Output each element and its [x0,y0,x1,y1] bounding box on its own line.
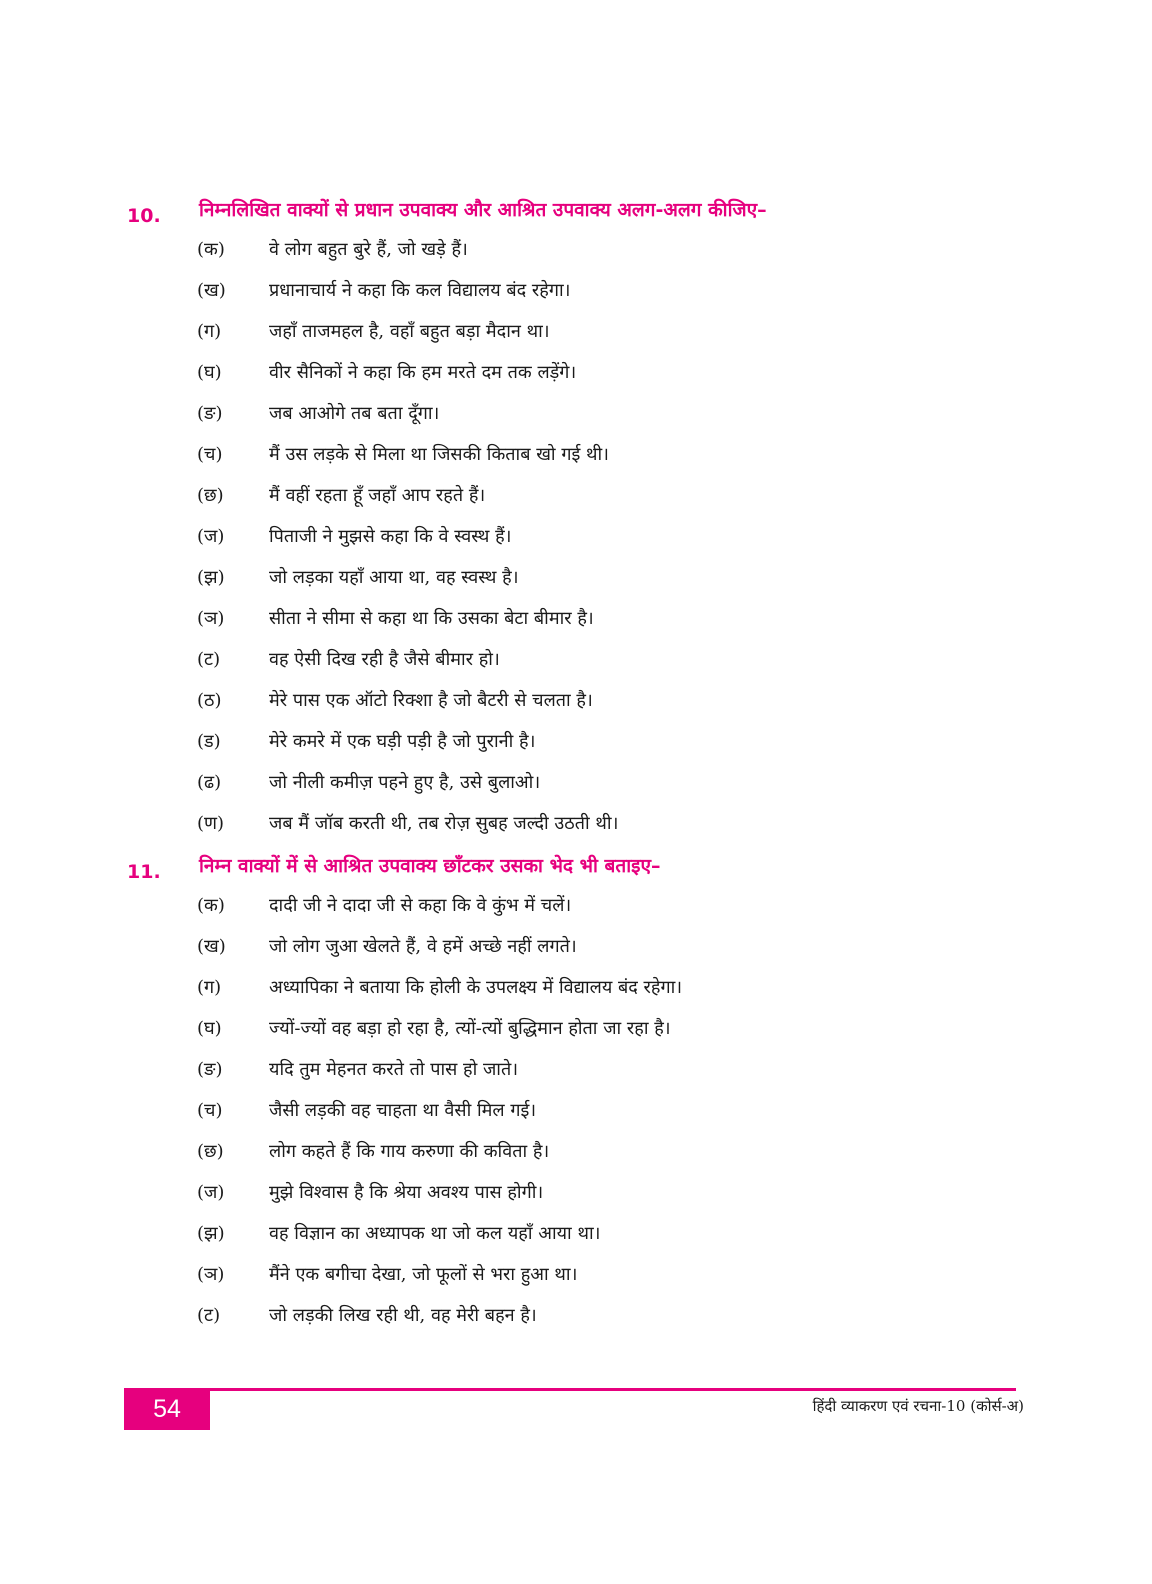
list-item [127,1098,1047,1139]
question-number: 10. [127,205,161,227]
item-text: जहाँ ताजमहल है, वहाँ बहुत बड़ा मैदान था। [269,321,550,342]
list-item [127,319,1047,360]
item-label: (च) [197,1100,223,1121]
item-text: जैसी लड़की वह चाहता था वैसी मिल गई। [269,1100,537,1121]
question-heading [127,197,1047,237]
list-item [127,1016,1047,1057]
list-item [127,483,1047,524]
item-text: पिताजी ने मुझसे कहा कि वे स्वस्थ हैं। [269,526,512,547]
question-title: निम्न वाक्यों में से आश्रित उपवाक्य छाँटकर उसका भेद भी बताइए– [199,855,661,877]
list-item [127,770,1047,811]
item-text: जो लड़की लिख रही थी, वह मेरी बहन है। [269,1305,537,1326]
list-item [127,237,1047,278]
item-text: मैंने एक बगीचा देखा, जो फूलों से भरा हुआ था। [269,1264,578,1285]
list-item [127,975,1047,1016]
list-item [127,401,1047,442]
item-text: सीता ने सीमा से कहा था कि उसका बेटा बीमार है। [269,608,594,629]
item-text: मुझे विश्वास है कि श्रेया अवश्य पास होगी। [269,1182,544,1203]
item-label: (ण) [197,813,225,834]
list-item [127,893,1047,934]
item-text: यदि तुम मेहनत करते तो पास हो जाते। [269,1059,519,1080]
item-text: वे लोग बहुत बुरे हैं, जो खड़े हैं। [269,239,468,260]
item-text: जो लोग जुआ खेलते हैं, वे हमें अच्छे नहीं लगते। [269,936,577,957]
list-item [127,811,1047,852]
list-item [127,1221,1047,1262]
item-text: जब मैं जॉब करती थी, तब रोज़ सुबह जल्दी उठती थी। [269,813,619,834]
question-number: 11. [127,861,161,883]
question-items [127,237,1047,852]
question-title: निम्नलिखित वाक्यों से प्रधान उपवाक्य और आश्रित उपवाक्य अलग-अलग कीजिए– [199,199,767,221]
item-label: (ख) [197,280,226,301]
book-title: हिंदी व्याकरण एवं रचना-10 (कोर्स-अ) [812,1397,1024,1415]
list-item [127,442,1047,483]
page-number: 54 [124,1388,210,1430]
list-item [127,606,1047,647]
item-label: (छ) [197,1141,224,1162]
list-item [127,1057,1047,1098]
item-text: मेरे पास एक ऑटो रिक्शा है जो बैटरी से चलता है। [269,690,593,711]
item-text: ज्यों-ज्यों वह बड़ा हो रहा है, त्यों-त्यों बुद्धिमान होता जा रहा है। [269,1018,671,1039]
item-label: (झ) [197,1223,225,1244]
item-label: (ङ) [197,403,223,424]
item-text: मैं वहीं रहता हूँ जहाँ आप रहते हैं। [269,485,486,506]
item-text: अध्यापिका ने बताया कि होली के उपलक्ष्य में विद्यालय बंद रहेगा। [269,977,683,998]
list-item [127,1139,1047,1180]
footer-divider [124,1388,1016,1391]
item-label: (झ) [197,567,225,588]
item-label: (क) [197,895,225,916]
item-label: (क) [197,239,225,260]
item-label: (ट) [197,1305,221,1326]
list-item [127,278,1047,319]
item-text: मैं उस लड़के से मिला था जिसकी किताब खो गई थी। [269,444,609,465]
item-label: (ङ) [197,1059,223,1080]
question-10 [127,197,1047,852]
item-label: (ञ) [197,608,225,629]
item-label: (ड) [197,731,221,752]
item-text: मेरे कमरे में एक घड़ी पड़ी है जो पुरानी है। [269,731,536,752]
item-text: वह ऐसी दिख रही है जैसे बीमार हो। [269,649,500,670]
item-label: (च) [197,444,223,465]
question-heading [127,853,1047,893]
item-label: (ञ) [197,1264,225,1285]
question-11 [127,853,1047,1344]
list-item [127,524,1047,565]
item-text: जब आओगे तब बता दूँगा। [269,403,440,424]
list-item [127,360,1047,401]
item-text: दादी जी ने दादा जी से कहा कि वे कुंभ में चलें। [269,895,572,916]
item-text: जो नीली कमीज़ पहने हुए है, उसे बुलाओ। [269,772,541,793]
list-item [127,688,1047,729]
item-label: (घ) [197,362,222,383]
item-label: (ढ) [197,772,222,793]
item-text: वह विज्ञान का अध्यापक था जो कल यहाँ आया था। [269,1223,601,1244]
item-label: (ग) [197,977,222,998]
item-label: (ज) [197,1182,225,1203]
item-label: (ग) [197,321,222,342]
item-text: प्रधानाचार्य ने कहा कि कल विद्यालय बंद रहेगा। [269,280,571,301]
list-item [127,647,1047,688]
item-text: वीर सैनिकों ने कहा कि हम मरते दम तक लड़ेंगे। [269,362,577,383]
item-label: (छ) [197,485,224,506]
question-items [127,893,1047,1344]
item-text: जो लड़का यहाँ आया था, वह स्वस्थ है। [269,567,519,588]
item-label: (ज) [197,526,225,547]
list-item [127,1262,1047,1303]
list-item [127,1180,1047,1221]
list-item [127,1303,1047,1344]
item-text: लोग कहते हैं कि गाय करुणा की कविता है। [269,1141,550,1162]
list-item [127,565,1047,606]
item-label: (ट) [197,649,221,670]
list-item [127,934,1047,975]
item-label: (ख) [197,936,226,957]
item-label: (घ) [197,1018,222,1039]
item-label: (ठ) [197,690,222,711]
list-item [127,729,1047,770]
